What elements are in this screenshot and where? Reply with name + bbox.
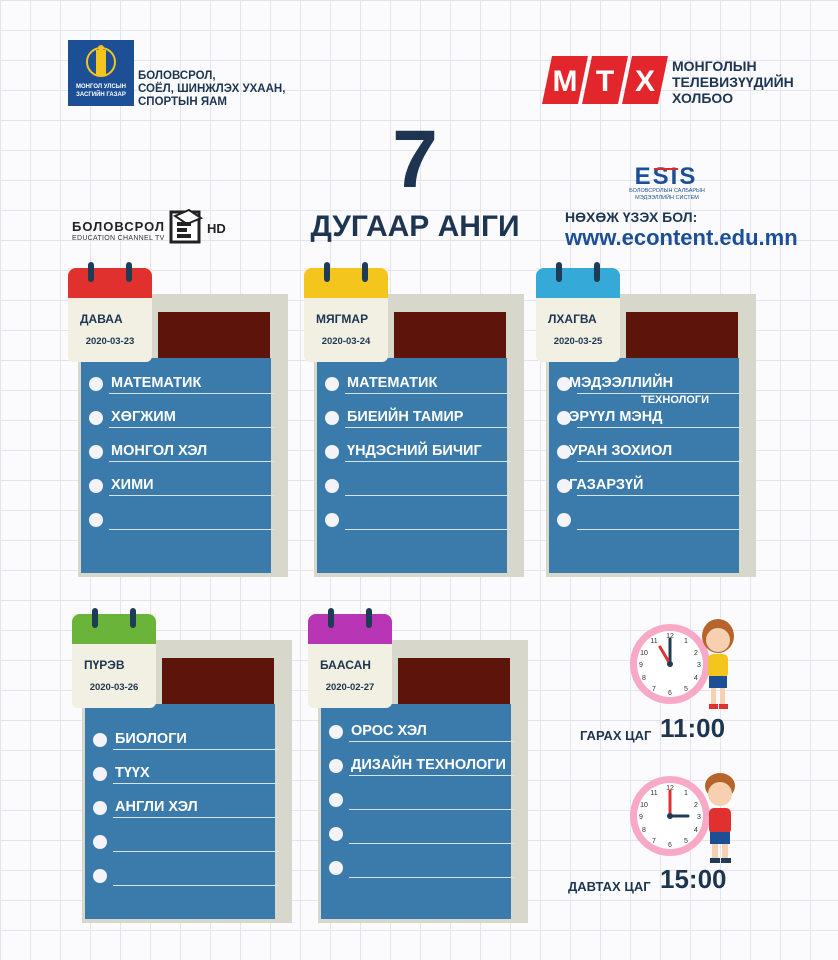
esis-logo-text: ESIS [634,163,698,187]
day-name: МЯГМАР [316,312,369,326]
tv-e-logo-icon [165,208,205,248]
subject: ХӨГЖИМ [111,409,176,425]
broadcast-time: 11:00 [660,713,726,743]
esis-logo [624,163,708,187]
card-band [398,658,510,704]
svg-text:1: 1 [684,638,688,645]
soyombo-emblem-icon [68,40,134,106]
card-body [321,704,511,919]
subject-continuation: ТЕХНОЛОГИ [641,394,710,406]
calendar-ring-icon [362,262,368,282]
tv-channel-subtitle: EDUCATION CHANNEL TV [72,235,165,242]
note-line [577,495,743,496]
svg-text:5: 5 [684,838,688,845]
note-line [577,529,743,530]
day-name: ПҮРЭВ [84,658,125,672]
binder-hole [325,445,339,459]
card-body [85,704,275,919]
subject: БИЕИЙН ТАМИР [347,409,464,425]
mtx-logo [542,56,668,104]
subject: ГАЗАРЗҮЙ [569,477,644,493]
subject: ХИМИ [111,477,154,493]
note-line [577,461,743,462]
svg-text:10: 10 [640,650,648,657]
watch-label: НӨХӨЖ ҮЗЭХ БОЛ: [565,209,698,225]
subject: ТҮҮХ [115,765,150,781]
calendar-tab [72,614,156,708]
day-card-monday [68,268,298,578]
svg-text:7: 7 [652,686,656,693]
day-card-wednesday [536,268,766,578]
note-line [349,809,515,810]
day-date: 2020-03-24 [321,336,371,347]
svg-text:2: 2 [694,650,698,657]
svg-text:6: 6 [668,842,672,849]
esis-subtitle: БОЛОВСРОЛЫН САЛБАРЫН МЭДЭЭЛЛИЙН СИСТЕМ [629,188,705,201]
subject: АНГЛИ ХЭЛ [115,799,198,815]
svg-text:4: 4 [694,675,698,682]
ministry-name-line: БОЛОВСРОЛ, [138,70,216,82]
calendar-tab [68,268,152,362]
site-url-link[interactable]: www.econtent.edu.mn [565,225,798,250]
calendar-ring-icon [126,262,132,282]
subject: ОРОС ХЭЛ [351,723,427,739]
subject: ДИЗАЙН ТЕХНОЛОГИ [351,757,506,773]
subject: УРАН ЗОХИОЛ [569,443,673,459]
note-line [345,461,511,462]
binder-hole [329,759,343,773]
calendar-ring-icon [324,262,330,282]
svg-text:12: 12 [666,633,674,640]
calendar-ring-icon [556,262,562,282]
binder-hole [89,377,103,391]
binder-hole [93,767,107,781]
svg-text:7: 7 [652,838,656,845]
day-card-thursday [72,614,302,924]
calendar-tab [304,268,388,362]
day-name: ДАВАА [80,312,123,326]
svg-text:3: 3 [697,814,701,821]
card-band [394,312,506,358]
svg-text:8: 8 [642,675,646,682]
binder-hole [557,513,571,527]
note-line [109,529,275,530]
binder-hole [325,479,339,493]
note-line [113,851,279,852]
day-date: 2020-03-25 [553,336,603,347]
day-date: 2020-03-23 [85,336,135,347]
repeat-time: 15:00 [660,864,727,894]
subject: БИОЛОГИ [115,731,187,747]
svg-text:8: 8 [642,827,646,834]
grade-number: 7 [392,114,438,205]
note-line [113,817,279,818]
mtx-name-line: ТЕЛЕВИЗҮҮДИЙН [672,74,794,90]
svg-text:ЗАСГИЙН ГАЗАР: ЗАСГИЙН ГАЗАР [76,92,126,98]
binder-hole [93,733,107,747]
svg-text:1: 1 [684,790,688,797]
note-line [345,495,511,496]
svg-text:5: 5 [684,686,688,693]
note-line [349,775,515,776]
ministry-name [138,70,308,109]
card-band [162,658,274,704]
binder-hole [329,827,343,841]
girl-illustration-icon [694,616,738,712]
note-line [345,427,511,428]
calendar-tab [536,268,620,362]
broadcast-label: ГАРАХ ЦАГ [580,728,652,743]
binder-hole [89,411,103,425]
calendar-ring-icon [92,608,98,628]
note-line [349,741,515,742]
note-line [113,749,279,750]
svg-text:10: 10 [640,802,648,809]
day-name: БААСАН [320,658,371,672]
note-line [109,393,275,394]
day-card-friday [308,614,538,924]
binder-hole [89,479,103,493]
note-line [345,529,511,530]
tv-hd-label: HD [207,221,226,236]
card-body [549,358,739,573]
mtx-name [672,58,794,106]
subject: МЭДЭЭЛЛИЙН [569,375,674,391]
grade-title: ДУГААР АНГИ [310,210,520,243]
svg-text:Т: Т [595,65,615,98]
day-date: 2020-02-27 [325,682,375,693]
svg-text:МОНГОЛ УЛСЫН: МОНГОЛ УЛСЫН [76,84,126,90]
binder-hole [329,793,343,807]
svg-text:3: 3 [697,662,701,669]
binder-hole [329,725,343,739]
card-body [81,358,271,573]
mtx-name-line: МОНГОЛЫН [672,58,757,74]
card-band [626,312,738,358]
binder-hole [93,801,107,815]
svg-text:9: 9 [639,662,643,669]
binder-hole [329,861,343,875]
ministry-name-line: СПОРТЫН ЯАМ [138,96,227,108]
calendar-ring-icon [88,262,94,282]
card-body [317,358,507,573]
svg-text:6: 6 [668,690,672,697]
svg-text:4: 4 [694,827,698,834]
subject: МАТЕМАТИК [347,375,438,391]
mtx-name-line: ХОЛБОО [672,90,734,106]
note-line [109,427,275,428]
binder-hole [325,411,339,425]
svg-text:2: 2 [694,802,698,809]
calendar-tab-header [308,614,392,644]
note-line [113,783,279,784]
svg-text:12: 12 [666,785,674,792]
binder-hole [325,513,339,527]
note-line [109,461,275,462]
note-line [577,427,743,428]
tv-channel-name: БОЛОВСРОЛ [72,219,166,234]
note-line [349,843,515,844]
subject: ЭРҮҮЛ МЭНД [569,409,663,425]
note-line [345,393,511,394]
ministry-name-line: СОЁЛ, ШИНЖЛЭХ УХААН, [138,83,286,95]
subject: ҮНДЭСНИЙ БИЧИГ [347,443,482,459]
calendar-ring-icon [130,608,136,628]
binder-hole [93,835,107,849]
day-card-tuesday [304,268,534,578]
binder-hole [93,869,107,883]
calendar-tab [308,614,392,708]
calendar-tab-header [536,268,620,298]
subject: МАТЕМАТИК [111,375,202,391]
note-line [349,877,515,878]
svg-text:11: 11 [650,638,658,645]
card-band [158,312,270,358]
day-name: ЛХАГВА [548,312,597,326]
binder-hole [89,445,103,459]
svg-text:9: 9 [639,814,643,821]
calendar-tab-header [72,614,156,644]
svg-text:Х: Х [634,65,656,98]
calendar-tab-header [304,268,388,298]
binder-hole [89,513,103,527]
subject: МОНГОЛ ХЭЛ [111,443,208,459]
day-date: 2020-03-26 [89,682,139,693]
boy-illustration-icon [698,770,740,868]
calendar-ring-icon [328,608,334,628]
binder-hole [325,377,339,391]
note-line [113,885,279,886]
calendar-ring-icon [366,608,372,628]
ministry-logo [68,40,134,106]
svg-text:М: М [552,65,578,98]
calendar-tab-header [68,268,152,298]
svg-text:11: 11 [650,790,658,797]
calendar-ring-icon [594,262,600,282]
repeat-label: ДАВТАХ ЦАГ [568,879,651,894]
note-line [109,495,275,496]
